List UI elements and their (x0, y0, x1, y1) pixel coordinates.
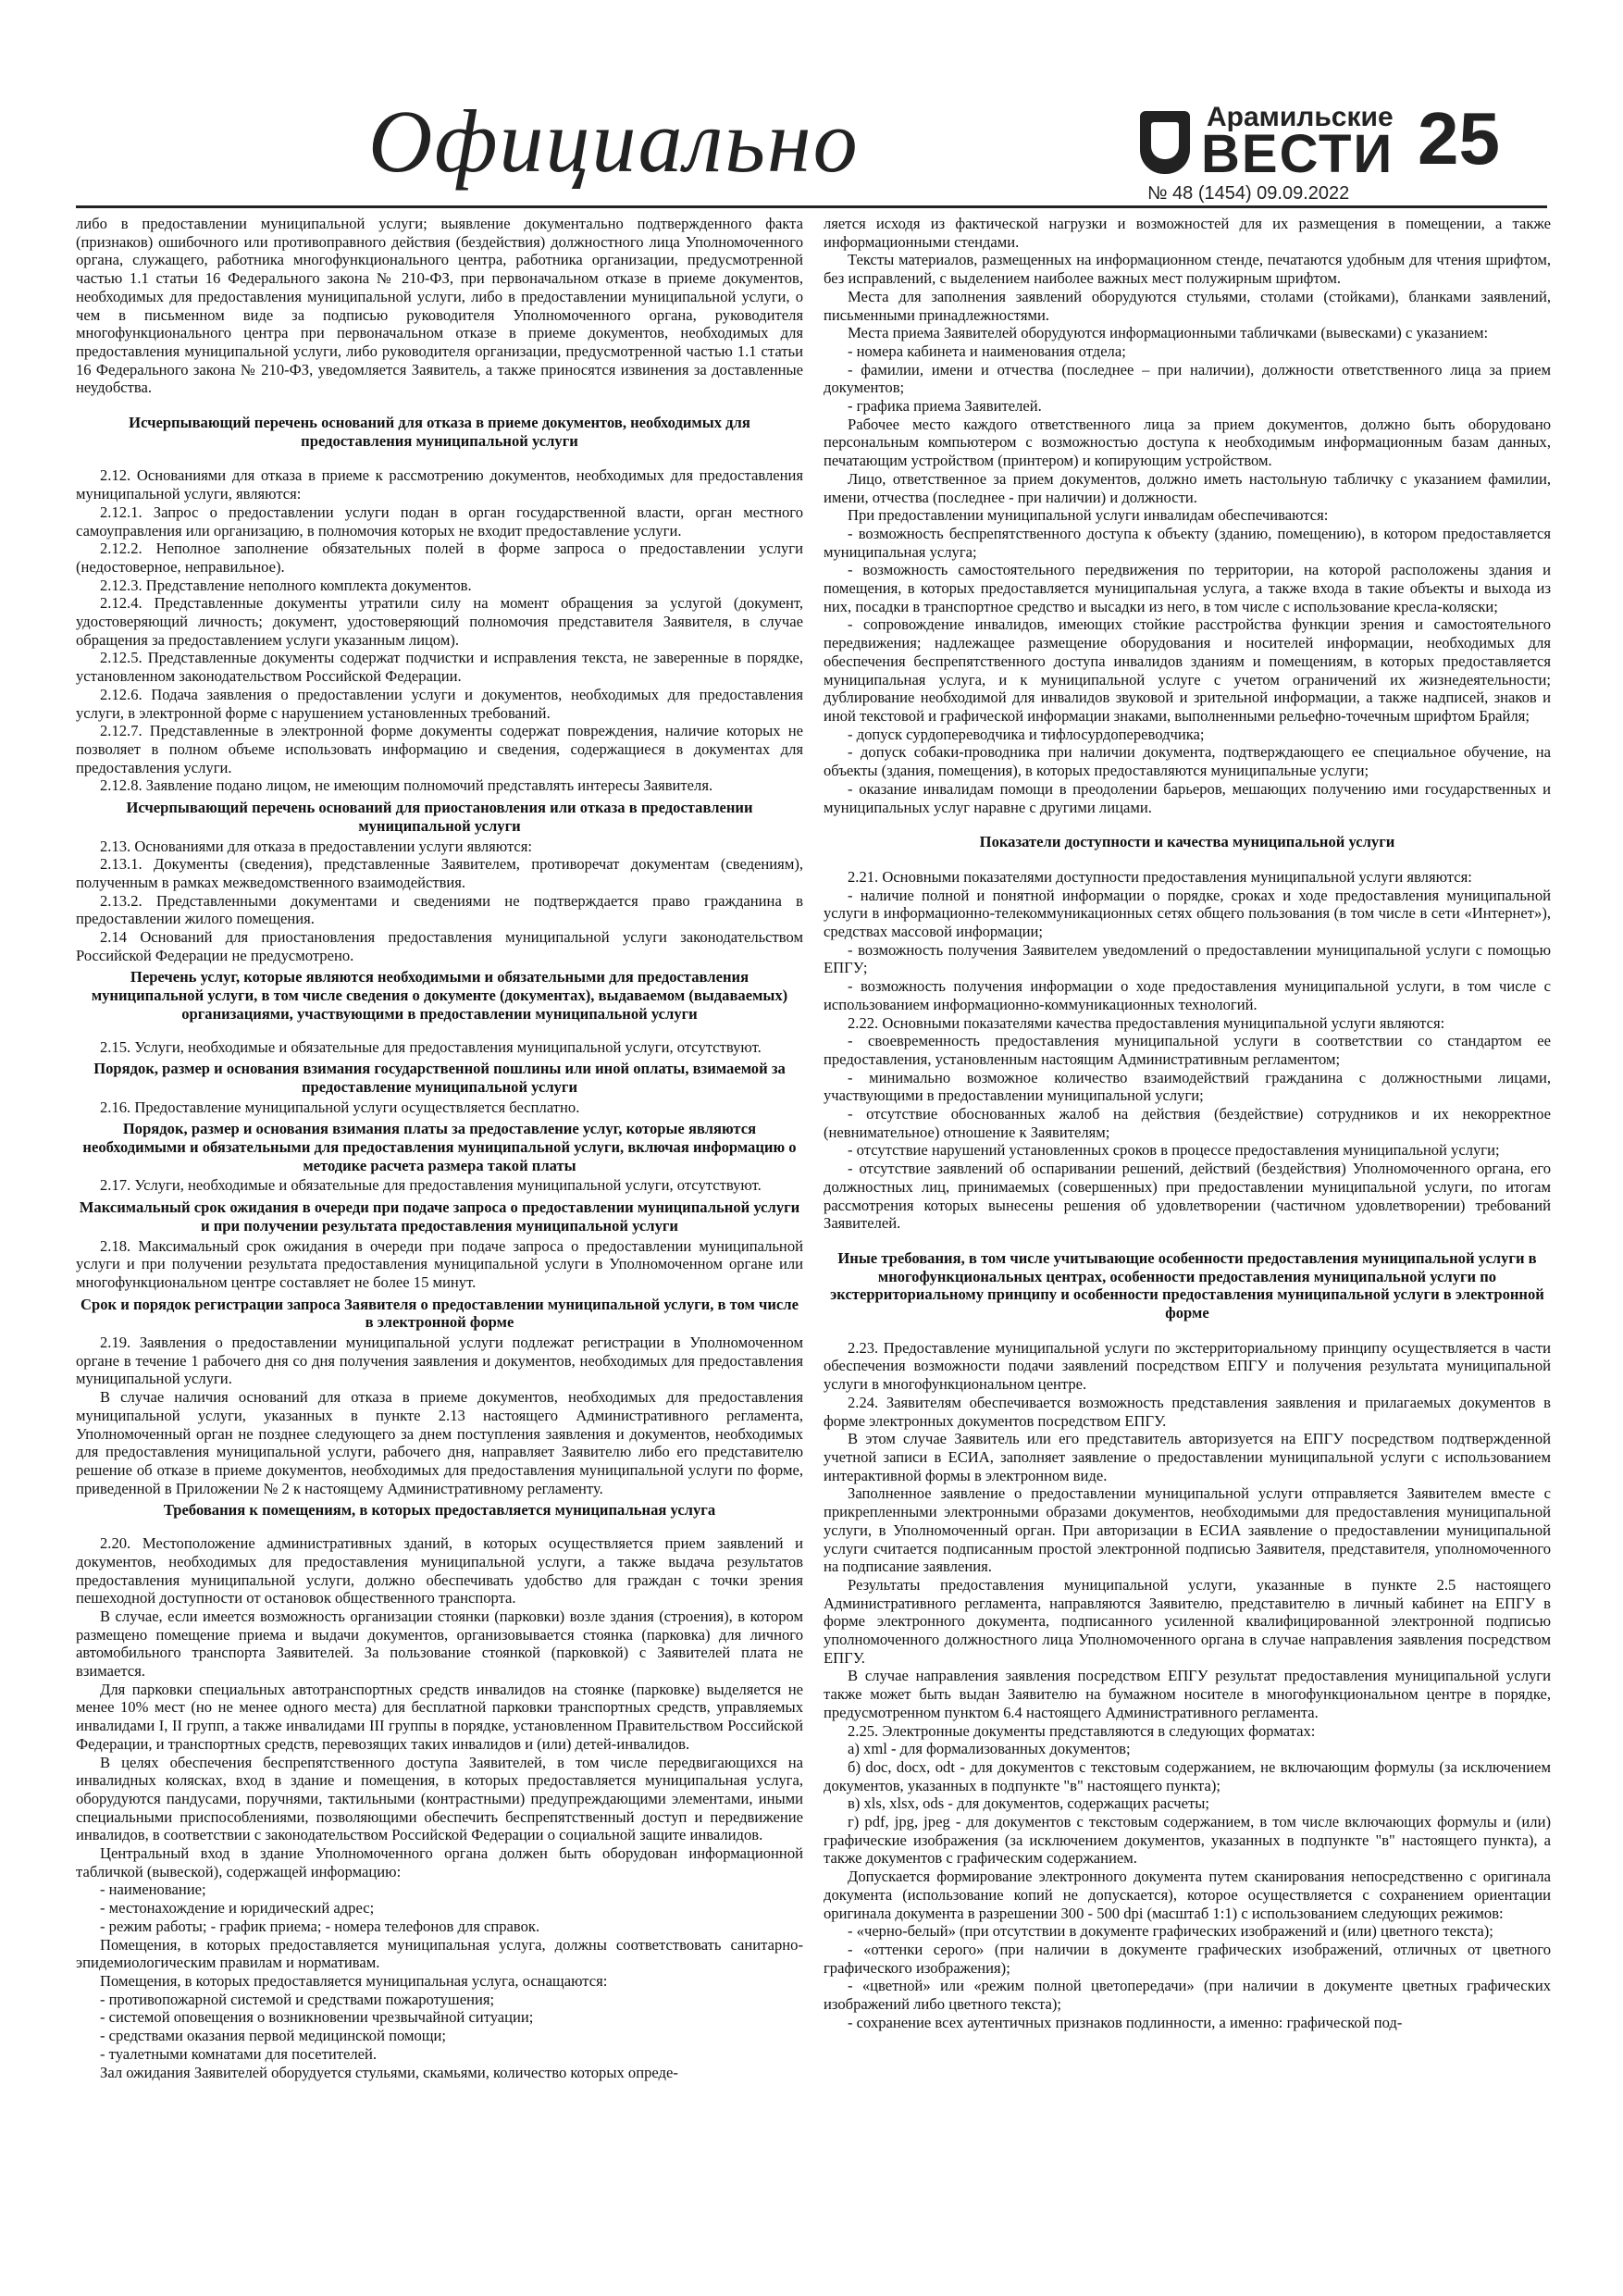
section-heading: Порядок, размер и основания взимания государственной пошлины или иной оплаты, взимаемой за предоставление муниципальной услуги (93, 1060, 786, 1096)
paragraph: - местонахождение и юридический адрес; (100, 1899, 375, 1917)
paragraph: 2.12.3. Представление неполного комплекта документов. (100, 576, 472, 594)
section-heading: Максимальный срок ожидания в очереди при подаче запроса о предоставлении муниципальной услуги и при получении результата предоставления муниципальной услуги (79, 1198, 800, 1235)
paragraph: В случае, если имеется возможность организации стоянки (парковки) возле здания (строения), в котором размещено помещение приема и выдачи документов, организовывается стоянка (парковка) для личного автомобильного транспорта Заявителей. За пользование стоянкой (парковкой) с Заявителей плата не взимается. (76, 1607, 803, 1681)
section-heading: Иные требования, в том числе учитывающие особенности предоставления муниципальной услуги в многофункциональных центрах, особенности предоставления муниципальной услуги по экстерриториальному принципу и особенности предоставления муниципальной услуги в электронной форме (830, 1248, 1544, 1322)
paragraph: - возможность получения информации о ходе предоставления муниципальной услуги, в том числе с использованием информационно-коммуникационных технологий. (824, 977, 1551, 1013)
paragraph: 2.22. Основными показателями качества предоставления муниципальной услуги являются: (848, 1013, 1445, 1032)
paragraph: В случае направления заявления посредством ЕПГУ результат предоставления муниципальной услуги также может быть выдан Заявителю на бумажном носителе в многофункциональном центре в порядке, предусмотренном пунктом 6.4 настоящего Административного регламента. (824, 1667, 1551, 1721)
paragraph: а) xml - для формализованных документов; (848, 1740, 1131, 1758)
paragraph: Лицо, ответственное за прием документов, должно иметь настольную табличку с указанием фамилии, имени, отчества (последнее - при наличии) и должности. (824, 469, 1551, 506)
paragraph: Тексты материалов, размещенных на информационном стенде, печатаются удобным для чтения шрифтом, без исправлений, с выделением наиболее важных мест полужирным шрифтом. (824, 251, 1551, 288)
section-heading: Порядок, размер и основания взимания платы за предоставление услуг, которые являются необходимыми и обязательными для предоставления муниципальной услуги, включая информацию о методике расчета размера такой платы (82, 1120, 797, 1174)
paragraph: - своевременность предоставления муниципальной услуги в соответствии со стандартом ее предоставления, установленным настоящим Административным регламентом; (824, 1032, 1551, 1068)
paragraph: Места для заполнения заявлений оборудуются стульями, столами (стойками), бланками заявлений, письменными принадлежностями. (824, 287, 1551, 324)
paragraph: - противопожарной системой и средствами пожаротушения; (100, 1990, 495, 2008)
page-header (0, 0, 1623, 204)
paragraph: 2.23. Предоставление муниципальной услуги по экстерриториальному принципу осуществляется в части обеспечения возможности подачи заявлений посредством ЕПГУ и получения результата муниципальной услуги в многофункциональном центре. (824, 1338, 1551, 1394)
left-column (76, 215, 803, 2081)
section-title: Официально (368, 92, 860, 191)
newspaper-logo (1140, 100, 1394, 184)
paragraph: Рабочее место каждого ответственного лица за прием документов, должно быть оборудовано персональным компьютером с возможностью доступа к необходимым информационным базам данных, печатающим устройством (принтером) и копирующим устройством. (824, 415, 1551, 470)
paragraph: - минимально возможное количество взаимодействий гражданина с должностными лицами, участвующими в предоставлении муниципальной услуги; (824, 1068, 1551, 1105)
crest-icon (1140, 111, 1190, 174)
paragraph: При предоставлении муниципальной услуги инвалидам обеспечиваются: (848, 506, 1329, 525)
paragraph: - сопровождение инвалидов, имеющих стойкие расстройства функции зрения и самостоятельного передвижения; надлежащее размещение оборудования и носителей информации, необходимых для обеспечения беспрепятственного доступа инвалидов зданиям и помещениям, в которых предоставляется муниципальная услуга, и к муниципальной услуге с учетом ограничений их жизнедеятельности; дублирование необходимой для инвалидов звуковой и зрительной информации, а также надписей, знаков и иной текстовой и графической информации знаками, выполненными рельефно-точечным шрифтом Брайля; (824, 615, 1551, 725)
paragraph: - оказание инвалидам помощи в преодолении барьеров, мешающих получению ими государственных и муниципальных услуг наравне с другими лицами. (824, 779, 1551, 816)
paragraph: 2.16. Предоставление муниципальной услуги осуществляется бесплатно. (100, 1098, 580, 1116)
paragraph: ляется исходя из фактической нагрузки и возможностей для их размещения в помещении, а также информационными стендами. (824, 215, 1551, 251)
section-heading: Перечень услуг, которые являются необходимыми и обязательными для предоставления муниципальной услуги, в том числе сведения о документе (документах), выдаваемом (выдаваемых) организациями, участвующими в предоставлении муниципальной услуги (91, 968, 788, 1023)
paragraph: - «оттенки серого» (при наличии в документе графических изображений, отличных от цветного графического изображения); (824, 1940, 1551, 1977)
paragraph: В этом случае Заявитель или его представитель авторизуется на ЕПГУ посредством подтвержденной учетной записи в ЕСИА, заполняет заявление о предоставлении муниципальной услуги с использованием интерактивной формы в электронном виде. (824, 1430, 1551, 1484)
paragraph: - «цветной» или «режим полной цветопередачи» (при наличии в документе цветных графических изображений либо цветного текста); (824, 1977, 1551, 2014)
brand-small: Арамильские (1207, 102, 1394, 132)
paragraph: 2.12.6. Подача заявления о предоставлении услуги и документов, необходимых для предоставления услуги, в электронной форме с нарушением установленных требований. (76, 685, 803, 722)
page-number: 25 (1418, 97, 1500, 180)
paragraph: в) xls, xlsx, ods - для документов, содержащих расчеты; (848, 1794, 1209, 1813)
paragraph: - системой оповещения о возникновении чрезвычайной ситуации; (100, 2008, 534, 2027)
paragraph: - допуск сурдопереводчика и тифлосурдопереводчика; (848, 725, 1205, 743)
paragraph: 2.12.2. Неполное заполнение обязательных полей в форме запроса о предоставлении услуги (недостоверное, неправильное). (76, 540, 803, 576)
paragraph: - возможность самостоятельного передвижения по территории, на которой расположены здания и помещения, в которых предоставляется муниципальная услуга, а также входа в такие объекты и выхода из них, посадки в транспортное средство и высадки из него, в том числе с использование кресла-коляски; (824, 561, 1551, 615)
paragraph: Зал ожидания Заявителей оборудуется стульями, скамьями, количество которых опреде- (100, 2063, 678, 2081)
issue-line: № 48 (1454) 09.09.2022 (1147, 183, 1350, 204)
section-heading: Исчерпывающий перечень оснований для отказа в приеме документов, необходимых для предоставления муниципальной услуги (129, 414, 750, 450)
paragraph: 2.24. Заявителям обеспечивается возможность представления заявления и прилагаемых документов в форме электронных документов посредством ЕПГУ. (824, 1393, 1551, 1430)
paragraph: 2.17. Услуги, необходимые и обязательные для предоставления муниципальной услуги, отсутствуют. (100, 1176, 762, 1195)
paragraph: 2.12.8. Заявление подано лицом, не имеющим полномочий представлять интересы Заявителя. (100, 776, 713, 795)
paragraph: 2.14 Оснований для приостановления предоставления муниципальной услуги законодательством Российской Федерации не предусмотрено. (76, 928, 803, 964)
paragraph: 2.12.7. Представленные в электронной форме документы содержат повреждения, наличие которых не позволяет в полном объеме использовать информацию и сведения, содержащиеся в документах для предоставления услуги. (76, 722, 803, 776)
paragraph: - отсутствие нарушений установленных сроков в процессе предоставления муниципальной услуги; (848, 1141, 1500, 1160)
paragraph: - сохранение всех аутентичных признаков подлинности, а именно: графической под- (848, 2013, 1403, 2031)
paragraph: - отсутствие обоснованных жалоб на действия (бездействие) сотрудников и их некорректное (невнимательное) отношение к Заявителям; (824, 1105, 1551, 1141)
section-heading: Срок и порядок регистрации запроса Заявителя о предоставлении муниципальной услуги, в том числе в электронной форме (81, 1295, 799, 1332)
paragraph: Допускается формирование электронного документа путем сканирования непосредственно с оригинала документа (использование копий не допускается), которое осуществляется с сохранением ориентации оригинала документа в разрешении 300 - 500 dpi (масштаб 1:1) с использованием следующих режимов: (824, 1868, 1551, 1922)
paragraph: Результаты предоставления муниципальной услуги, указанные в пункте 2.5 настоящего Административного регламента, направляются Заявителю, представителю в личный кабинет на ЕПГУ в форме электронного документа, подписанного усиленной квалифицированной электронной подписью уполномоченного должностного лица Уполномоченного органа в случае направления заявления посредством ЕПГУ. (824, 1575, 1551, 1667)
paragraph: - туалетными комнатами для посетителей. (100, 2044, 378, 2063)
paragraph: 2.13.1. Документы (сведения), представленные Заявителем, противоречат документам (сведениям), полученным в рамках межведомственного взаимодействия. (76, 855, 803, 891)
paragraph: - допуск собаки-проводника при наличии документа, подтверждающего ее специальное обучение, на объекты (здания, помещения), в которых предоставляются муниципальные услуги; (824, 743, 1551, 780)
right-column (824, 215, 1551, 2032)
paragraph: 2.20. Местоположение административных зданий, в которых осуществляется прием заявлений и документов, необходимых для предоставления муниципальной услуги, а также выдача результатов предоставления муниципальной услуги, должно обеспечивать удобство для граждан с точки зрения пешеходной доступности от остановок общественного транспорта. (76, 1534, 803, 1607)
paragraph: В случае наличия оснований для отказа в приеме документов, необходимых для предоставления муниципальной услуги, указанных в пункте 2.13 настоящего Административного регламента, Уполномоченный орган не позднее следующего за днем поступления заявления и документов, необходимых для предоставления муниципальной услуги, рабочего дня, направляет Заявителю либо его представителю решение об отказе в приеме документов, необходимых для предоставления муниципальной услуги по форме, приведенной в Приложении № 2 к настоящему Административному регламенту. (76, 1388, 803, 1497)
paragraph: Для парковки специальных автотранспортных средств инвалидов на стоянке (парковке) выделяется не менее 10% мест (но не менее одного места) для бесплатной парковки транспортных средств, управляемых инвалидами I, II групп, а также инвалидами III группы в порядке, установленном Правительством Российской Федерации, и транспортных средств, перевозящих таких инвалидов и (или) детей-инвалидов. (76, 1680, 803, 1753)
section-heading: Требования к помещениям, в которых предоставляется муниципальная услуга (163, 1501, 716, 1520)
paragraph: 2.12.1. Запрос о предоставлении услуги подан в орган государственной власти, орган местного самоуправления или организацию, в полномочия которых не входит предоставление услуги. (76, 503, 803, 540)
paragraph: - наличие полной и понятной информации о порядке, сроках и ходе предоставления муниципальной услуги в информационно-телекоммуникационных сетях общего пользования (в том числе в сети «Интернет»), средствах массовой информации; (824, 886, 1551, 941)
paragraph: - графика приема Заявителей. (848, 397, 1042, 416)
header-rule (76, 205, 1547, 208)
paragraph: 2.18. Максимальный срок ожидания в очереди при подаче запроса о предоставлении муниципальной услуги и при получении результата предоставления муниципальной услуги в Уполномоченном органе или многофункциональном центре составляет не более 15 минут. (76, 1236, 803, 1291)
paragraph: В целях обеспечения беспрепятственного доступа Заявителей, в том числе передвигающихся на инвалидных колясках, вход в здание и помещения, в которых предоставляется муниципальная услуга, оборудуются пандусами, поручнями, тактильными (контрастными) предупреждающими элементами, иными специальными приспособлениями, позволяющими обеспечить беспрепятственный доступ и передвижение инвалидов, в соответствии с законодательством Российской Федерации о социальной защите инвалидов. (76, 1753, 803, 1844)
paragraph: г) pdf, jpg, jpeg - для документов с текстовым содержанием, в том числе включающих формулы и (или) графические изображения (за исключением документов, указанных в подпункте "в" настоящего пункта), а также документов с графическим содержанием. (824, 1813, 1551, 1868)
paragraph: - номера кабинета и наименования отдела; (848, 341, 1126, 360)
paragraph: 2.19. Заявления о предоставлении муниципальной услуги подлежат регистрации в Уполномоченном органе в течение 1 рабочего дня со дня получения заявления и документов, необходимых для предоставления муниципальной услуги. (76, 1334, 803, 1388)
paragraph: 2.15. Услуги, необходимые и обязательные для предоставления муниципальной услуги, отсутствуют. (100, 1037, 762, 1056)
paragraph: либо в предоставлении муниципальной услуги; выявление документально подтвержденного факта (признаков) ошибочного или противоправного действия (бездействия) должностного лица Уполномоченного органа, служащего, работника многофункционального центра, работника организации, предусмотренной частью 1.1 статьи 16 Федерального закона № 210-ФЗ, при первоначальном отказе в приеме документов, необходимых для предоставления муниципальной услуги, либо в предоставлении муниципальной услуги, о чем в письменном виде за подписью руководителя Уполномоченного органа, руководителя многофункционального центра при первоначальном отказе в приеме документов, необходимых для предоставления муниципальной услуги, либо руководителя организации, предусмотренной частью 1.1 статьи 16 Федерального закона № 210-ФЗ, уведомляется Заявитель, а также приносятся извинения за доставленные неудобства. (76, 215, 803, 397)
paragraph: 2.13. Основаниями для отказа в предоставлении услуги являются: (100, 837, 533, 855)
section-heading: Исчерпывающий перечень оснований для приостановления или отказа в предоставлении муниципальной услуги (126, 799, 753, 835)
paragraph: 2.12.5. Представленные документы содержат подчистки и исправления текста, не заверенные в порядке, установленном законодательством Российской Федерации. (76, 649, 803, 686)
brand-big: ВЕСТИ (1201, 124, 1394, 184)
paragraph: - режим работы; - график приема; - номера телефонов для справок. (100, 1917, 540, 1935)
paragraph: - «черно-белый» (при отсутствии в документе графических изображений и (или) цветного текста); (848, 1922, 1493, 1941)
paragraph: 2.12.4. Представленные документы утратили силу на момент обращения за услугой (документ, удостоверяющий личность; документ, удостоверяющий полномочия представителя Заявителя, в случае обращения за предоставлением услуги указанным лицом). (76, 594, 803, 649)
section-heading: Показатели доступности и качества муниципальной услуги (979, 833, 1395, 851)
paragraph: Центральный вход в здание Уполномоченного органа должен быть оборудован информационной табличкой (вывеской), содержащей информацию: (76, 1844, 803, 1880)
paragraph: Места приема Заявителей оборудуются информационными табличками (вывесками) с указанием: (848, 324, 1489, 342)
paragraph: Заполненное заявление о предоставлении муниципальной услуги отправляется Заявителем вместе с прикрепленными электронными образами документов, необходимыми для предоставления муниципальной услуги, в Уполномоченный орган. При авторизации в ЕСИА заявление о предоставлении муниципальной услуги считается подписанным простой электронной подписью Заявителя, представителя, уполномоченного на подписание заявления. (824, 1484, 1551, 1576)
paragraph: б) doc, docx, odt - для документов с текстовым содержанием, не включающим формулы (за исключением документов, указанных в подпункте "в" настоящего пункта); (824, 1757, 1551, 1794)
paragraph: - наименование; (100, 1880, 206, 1899)
paragraph: - фамилии, имени и отчества (последнее – при наличии), должности ответственного лица за прием документов; (824, 360, 1551, 397)
paragraph: Помещения, в которых предоставляется муниципальная услуга, оснащаются: (100, 1971, 608, 1990)
paragraph: - средствами оказания первой медицинской помощи; (100, 2027, 447, 2045)
paragraph: 2.21. Основными показателями доступности предоставления муниципальной услуги являются: (848, 867, 1472, 886)
paragraph: Помещения, в которых предоставляется муниципальная услуга, должны соответствовать санитарно-эпидемиологическим правилам и нормативам. (76, 1935, 803, 1972)
paragraph: - возможность получения Заявителем уведомлений о предоставлении муниципальной услуги с помощью ЕПГУ; (824, 940, 1551, 977)
paragraph: 2.25. Электронные документы представляются в следующих форматах: (848, 1721, 1316, 1740)
paragraph: - возможность беспрепятственного доступа к объекту (зданию, помещению), в котором предоставляется муниципальная услуга; (824, 524, 1551, 561)
paragraph: 2.13.2. Представленными документами и сведениями не подтверждается право гражданина в предоставлении жилого помещения. (76, 891, 803, 928)
paragraph: 2.12. Основаниями для отказа в приеме к рассмотрению документов, необходимых для предоставления муниципальной услуги, являются: (76, 466, 803, 503)
paragraph: - отсутствие заявлений об оспаривании решений, действий (бездействия) Уполномоченного органа, его должностных лиц, принимаемых (совершенных) при предоставлении муниципальной услуги, по итогам рассмотрения которых вынесены решения об удовлетворении (частичном удовлетворении) требований Заявителей. (824, 1160, 1551, 1233)
